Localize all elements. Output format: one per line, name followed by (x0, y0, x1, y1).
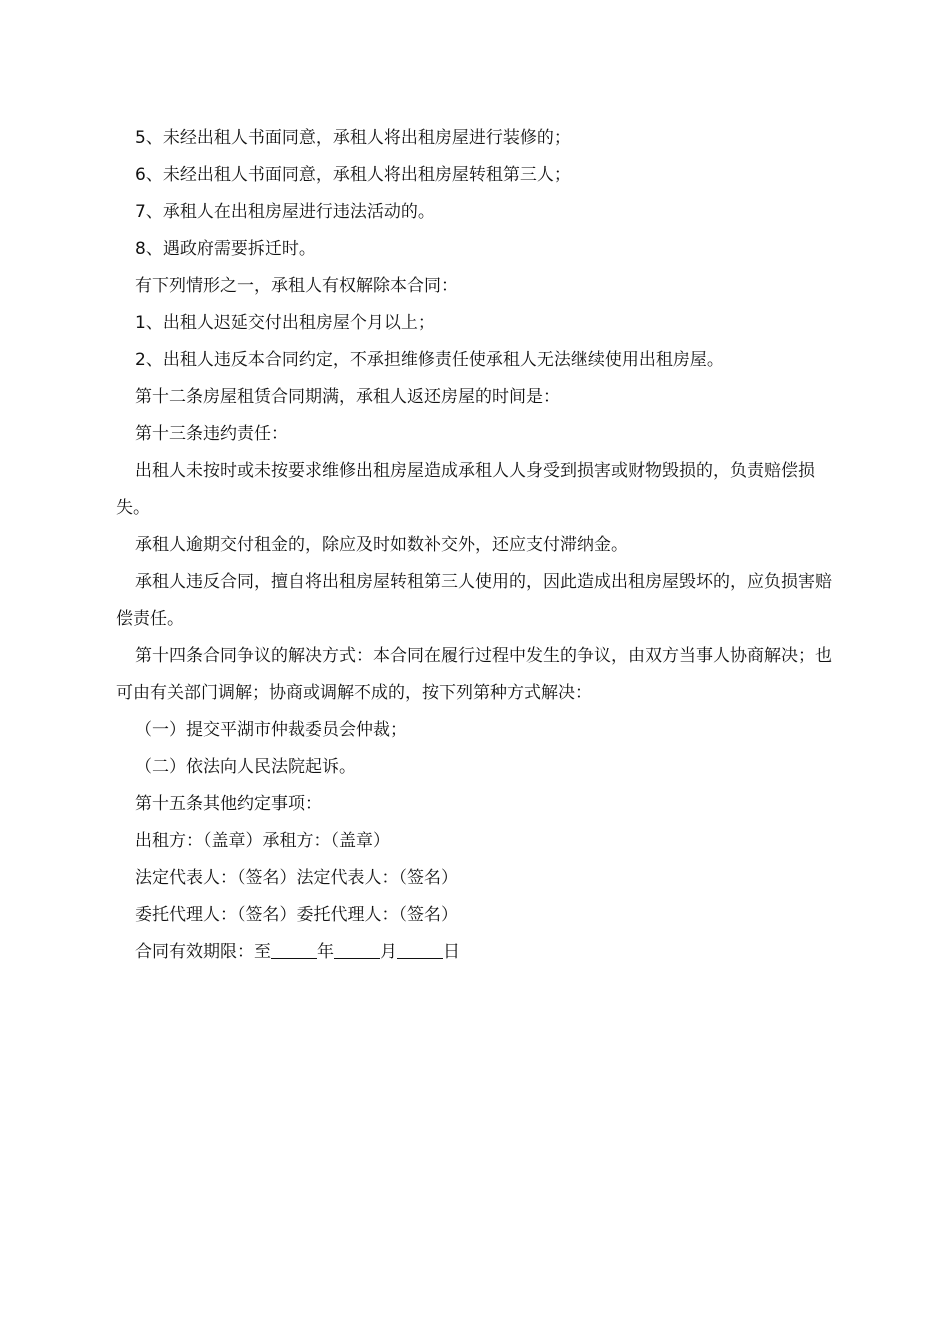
contract-text (116, 120, 836, 971)
clause-8: 8、遇政府需要拆迁时。 (135, 239, 316, 259)
dispute-option-1: （一）提交平湖市仲裁委员会仲裁； (135, 720, 407, 740)
clause-6: 6、未经出租人书面同意，承租人将出租房屋转租第三人； (135, 165, 571, 185)
article-13-para-3: 承租人违反合同，擅自将出租房屋转租第三人使用的，因此造成出租房屋毁坏的，应负损害赔偿责任。 (116, 572, 832, 629)
agent-line: 委托代理人：（签名）委托代理人：（签名） (135, 905, 458, 925)
day-label: 日 (443, 942, 460, 962)
dispute-option-2: （二）依法向人民法院起诉。 (135, 757, 356, 777)
article-13-heading: 第十三条违约责任： (135, 424, 288, 444)
seal-line: 出租方：（盖章）承租方：（盖章） (135, 831, 390, 851)
article-13-para-2: 承租人逾期交付租金的，除应及时如数补交外，还应支付滞纳金。 (135, 535, 628, 555)
day-blank (397, 940, 443, 959)
month-label: 月 (380, 942, 397, 962)
article-15: 第十五条其他约定事项： (135, 794, 322, 814)
article-14: 第十四条合同争议的解决方式：本合同在履行过程中发生的争议，由双方当事人协商解决；也可由有关部门调解；协商或调解不成的，按下列第种方式解决： (116, 646, 832, 703)
clause-7: 7、承租人在出租房屋进行违法活动的。 (135, 202, 435, 222)
clause-5: 5、未经出租人书面同意，承租人将出租房屋进行装修的； (135, 128, 571, 148)
validity-prefix: 合同有效期限：至 (135, 942, 271, 962)
legal-rep-line: 法定代表人：（签名）法定代表人：（签名） (135, 868, 458, 888)
article-12: 第十二条房屋租赁合同期满，承租人返还房屋的时间是： (135, 387, 560, 407)
month-blank (334, 940, 380, 959)
validity-line (116, 934, 836, 971)
year-label: 年 (317, 942, 334, 962)
termination-intro: 有下列情形之一，承租人有权解除本合同： (135, 276, 458, 296)
year-blank (271, 940, 317, 959)
termination-item-2: 2、出租人违反本合同约定，不承担维修责任使承租人无法继续使用出租房屋。 (135, 350, 724, 370)
termination-item-1: 1、出租人迟延交付出租房屋个月以上； (135, 313, 435, 333)
article-13-para-1: 出租人未按时或未按要求维修出租房屋造成承租人人身受到损害或财物毁损的，负责赔偿损失。 (116, 461, 815, 518)
